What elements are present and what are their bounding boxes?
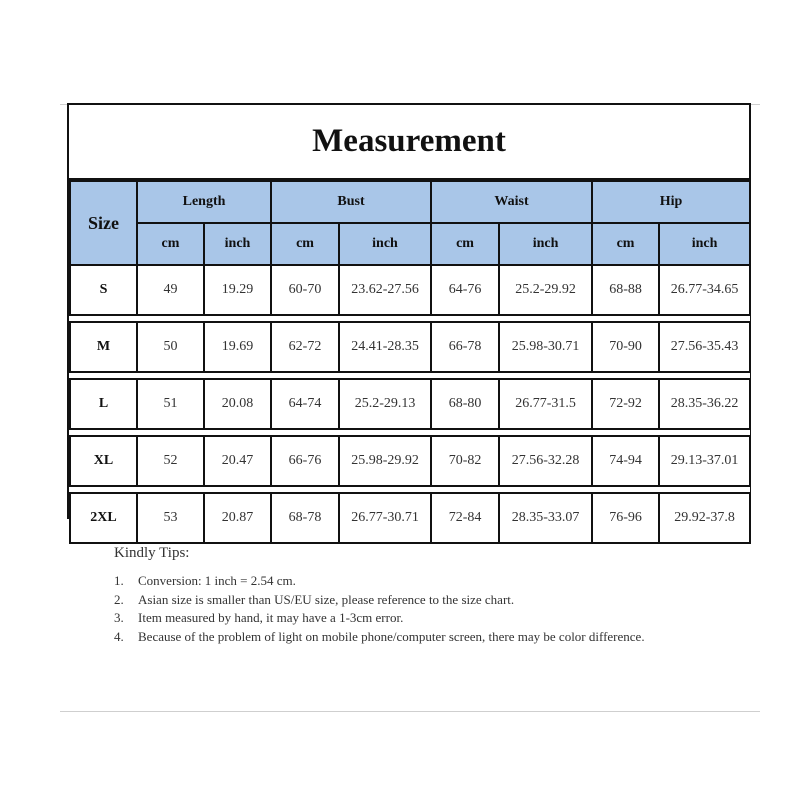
unit-header: inch bbox=[659, 223, 750, 265]
table-cell: 25.98-30.71 bbox=[499, 322, 592, 372]
tip-item bbox=[114, 609, 734, 628]
size-label: XL bbox=[70, 436, 137, 486]
table-cell: 72-92 bbox=[592, 379, 659, 429]
tip-item bbox=[114, 591, 734, 610]
unit-header: inch bbox=[204, 223, 271, 265]
row-separator bbox=[70, 315, 750, 322]
table-cell: 29.92-37.8 bbox=[659, 493, 750, 543]
table-cell: 49 bbox=[137, 265, 204, 315]
tips-heading: Kindly Tips: bbox=[114, 545, 190, 561]
table-cell: 72-84 bbox=[431, 493, 499, 543]
row-separator-cell bbox=[70, 486, 750, 493]
table-cell: 64-74 bbox=[271, 379, 339, 429]
group-header-length: Length bbox=[137, 181, 271, 223]
table-cell: 25.98-29.92 bbox=[339, 436, 431, 486]
table-cell: 20.08 bbox=[204, 379, 271, 429]
size-label: L bbox=[70, 379, 137, 429]
table-cell: 27.56-32.28 bbox=[499, 436, 592, 486]
row-separator-cell bbox=[70, 429, 750, 436]
table-cell: 26.77-30.71 bbox=[339, 493, 431, 543]
table-cell: 53 bbox=[137, 493, 204, 543]
table-cell: 70-90 bbox=[592, 322, 659, 372]
table-cell: 20.87 bbox=[204, 493, 271, 543]
table-cell: 62-72 bbox=[271, 322, 339, 372]
tip-number: 2. bbox=[114, 591, 124, 607]
table-cell: 29.13-37.01 bbox=[659, 436, 750, 486]
table-cell: 66-78 bbox=[431, 322, 499, 372]
size-chart bbox=[67, 103, 751, 525]
table-row bbox=[70, 379, 750, 429]
tip-item bbox=[114, 572, 734, 591]
tip-text: Conversion: 1 inch = 2.54 cm. bbox=[138, 573, 296, 588]
table-cell: 19.29 bbox=[204, 265, 271, 315]
row-separator-cell bbox=[70, 372, 750, 379]
unit-header: cm bbox=[592, 223, 659, 265]
unit-header: inch bbox=[499, 223, 592, 265]
table-cell: 24.41-28.35 bbox=[339, 322, 431, 372]
chart-title: Measurement bbox=[69, 105, 749, 180]
table-cell: 52 bbox=[137, 436, 204, 486]
header-row-units bbox=[70, 223, 750, 265]
row-separator bbox=[70, 429, 750, 436]
measurement-table bbox=[69, 180, 751, 544]
bottom-divider bbox=[60, 711, 760, 712]
table-cell: 60-70 bbox=[271, 265, 339, 315]
size-label: S bbox=[70, 265, 137, 315]
group-header-bust: Bust bbox=[271, 181, 431, 223]
table-cell: 66-76 bbox=[271, 436, 339, 486]
table-cell: 25.2-29.92 bbox=[499, 265, 592, 315]
tip-text: Asian size is smaller than US/EU size, please reference to the size chart. bbox=[138, 591, 515, 607]
table-cell: 25.2-29.13 bbox=[339, 379, 431, 429]
tip-number: 4. bbox=[114, 628, 124, 644]
group-header-waist: Waist bbox=[431, 181, 592, 223]
table-cell: 20.47 bbox=[204, 436, 271, 486]
table-cell: 26.77-31.5 bbox=[499, 379, 592, 429]
table-cell: 26.77-34.65 bbox=[659, 265, 750, 315]
table-cell: 23.62-27.56 bbox=[339, 265, 431, 315]
size-label: 2XL bbox=[70, 493, 137, 543]
table-cell: 68-88 bbox=[592, 265, 659, 315]
table-row bbox=[70, 265, 750, 315]
table-cell: 27.56-35.43 bbox=[659, 322, 750, 372]
table-row bbox=[70, 493, 750, 543]
tips-list bbox=[114, 572, 734, 646]
table-cell: 74-94 bbox=[592, 436, 659, 486]
unit-header: cm bbox=[431, 223, 499, 265]
tip-item bbox=[114, 628, 734, 647]
tip-number: 3. bbox=[114, 610, 124, 625]
table-cell: 19.69 bbox=[204, 322, 271, 372]
size-label: M bbox=[70, 322, 137, 372]
group-header-hip: Hip bbox=[592, 181, 750, 223]
table-cell: 50 bbox=[137, 322, 204, 372]
table-cell: 28.35-36.22 bbox=[659, 379, 750, 429]
kindly-tips bbox=[114, 545, 734, 646]
table-cell: 28.35-33.07 bbox=[499, 493, 592, 543]
table-body bbox=[70, 265, 750, 543]
tip-number: 1. bbox=[114, 573, 124, 588]
unit-header: cm bbox=[271, 223, 339, 265]
table-row bbox=[70, 436, 750, 486]
table-cell: 64-76 bbox=[431, 265, 499, 315]
unit-header: inch bbox=[339, 223, 431, 265]
table-cell: 70-82 bbox=[431, 436, 499, 486]
tip-text: Item measured by hand, it may have a 1-3cm error. bbox=[138, 610, 404, 625]
tip-text: Because of the problem of light on mobile phone/computer screen, there may be color difference. bbox=[138, 628, 645, 644]
table-row bbox=[70, 322, 750, 372]
table-cell: 51 bbox=[137, 379, 204, 429]
table-cell: 68-80 bbox=[431, 379, 499, 429]
header-row-groups bbox=[70, 181, 750, 223]
table-cell: 68-78 bbox=[271, 493, 339, 543]
size-header: Size bbox=[70, 181, 137, 265]
row-separator-cell bbox=[70, 315, 750, 322]
table-cell: 76-96 bbox=[592, 493, 659, 543]
unit-header: cm bbox=[137, 223, 204, 265]
row-separator bbox=[70, 486, 750, 493]
row-separator bbox=[70, 372, 750, 379]
